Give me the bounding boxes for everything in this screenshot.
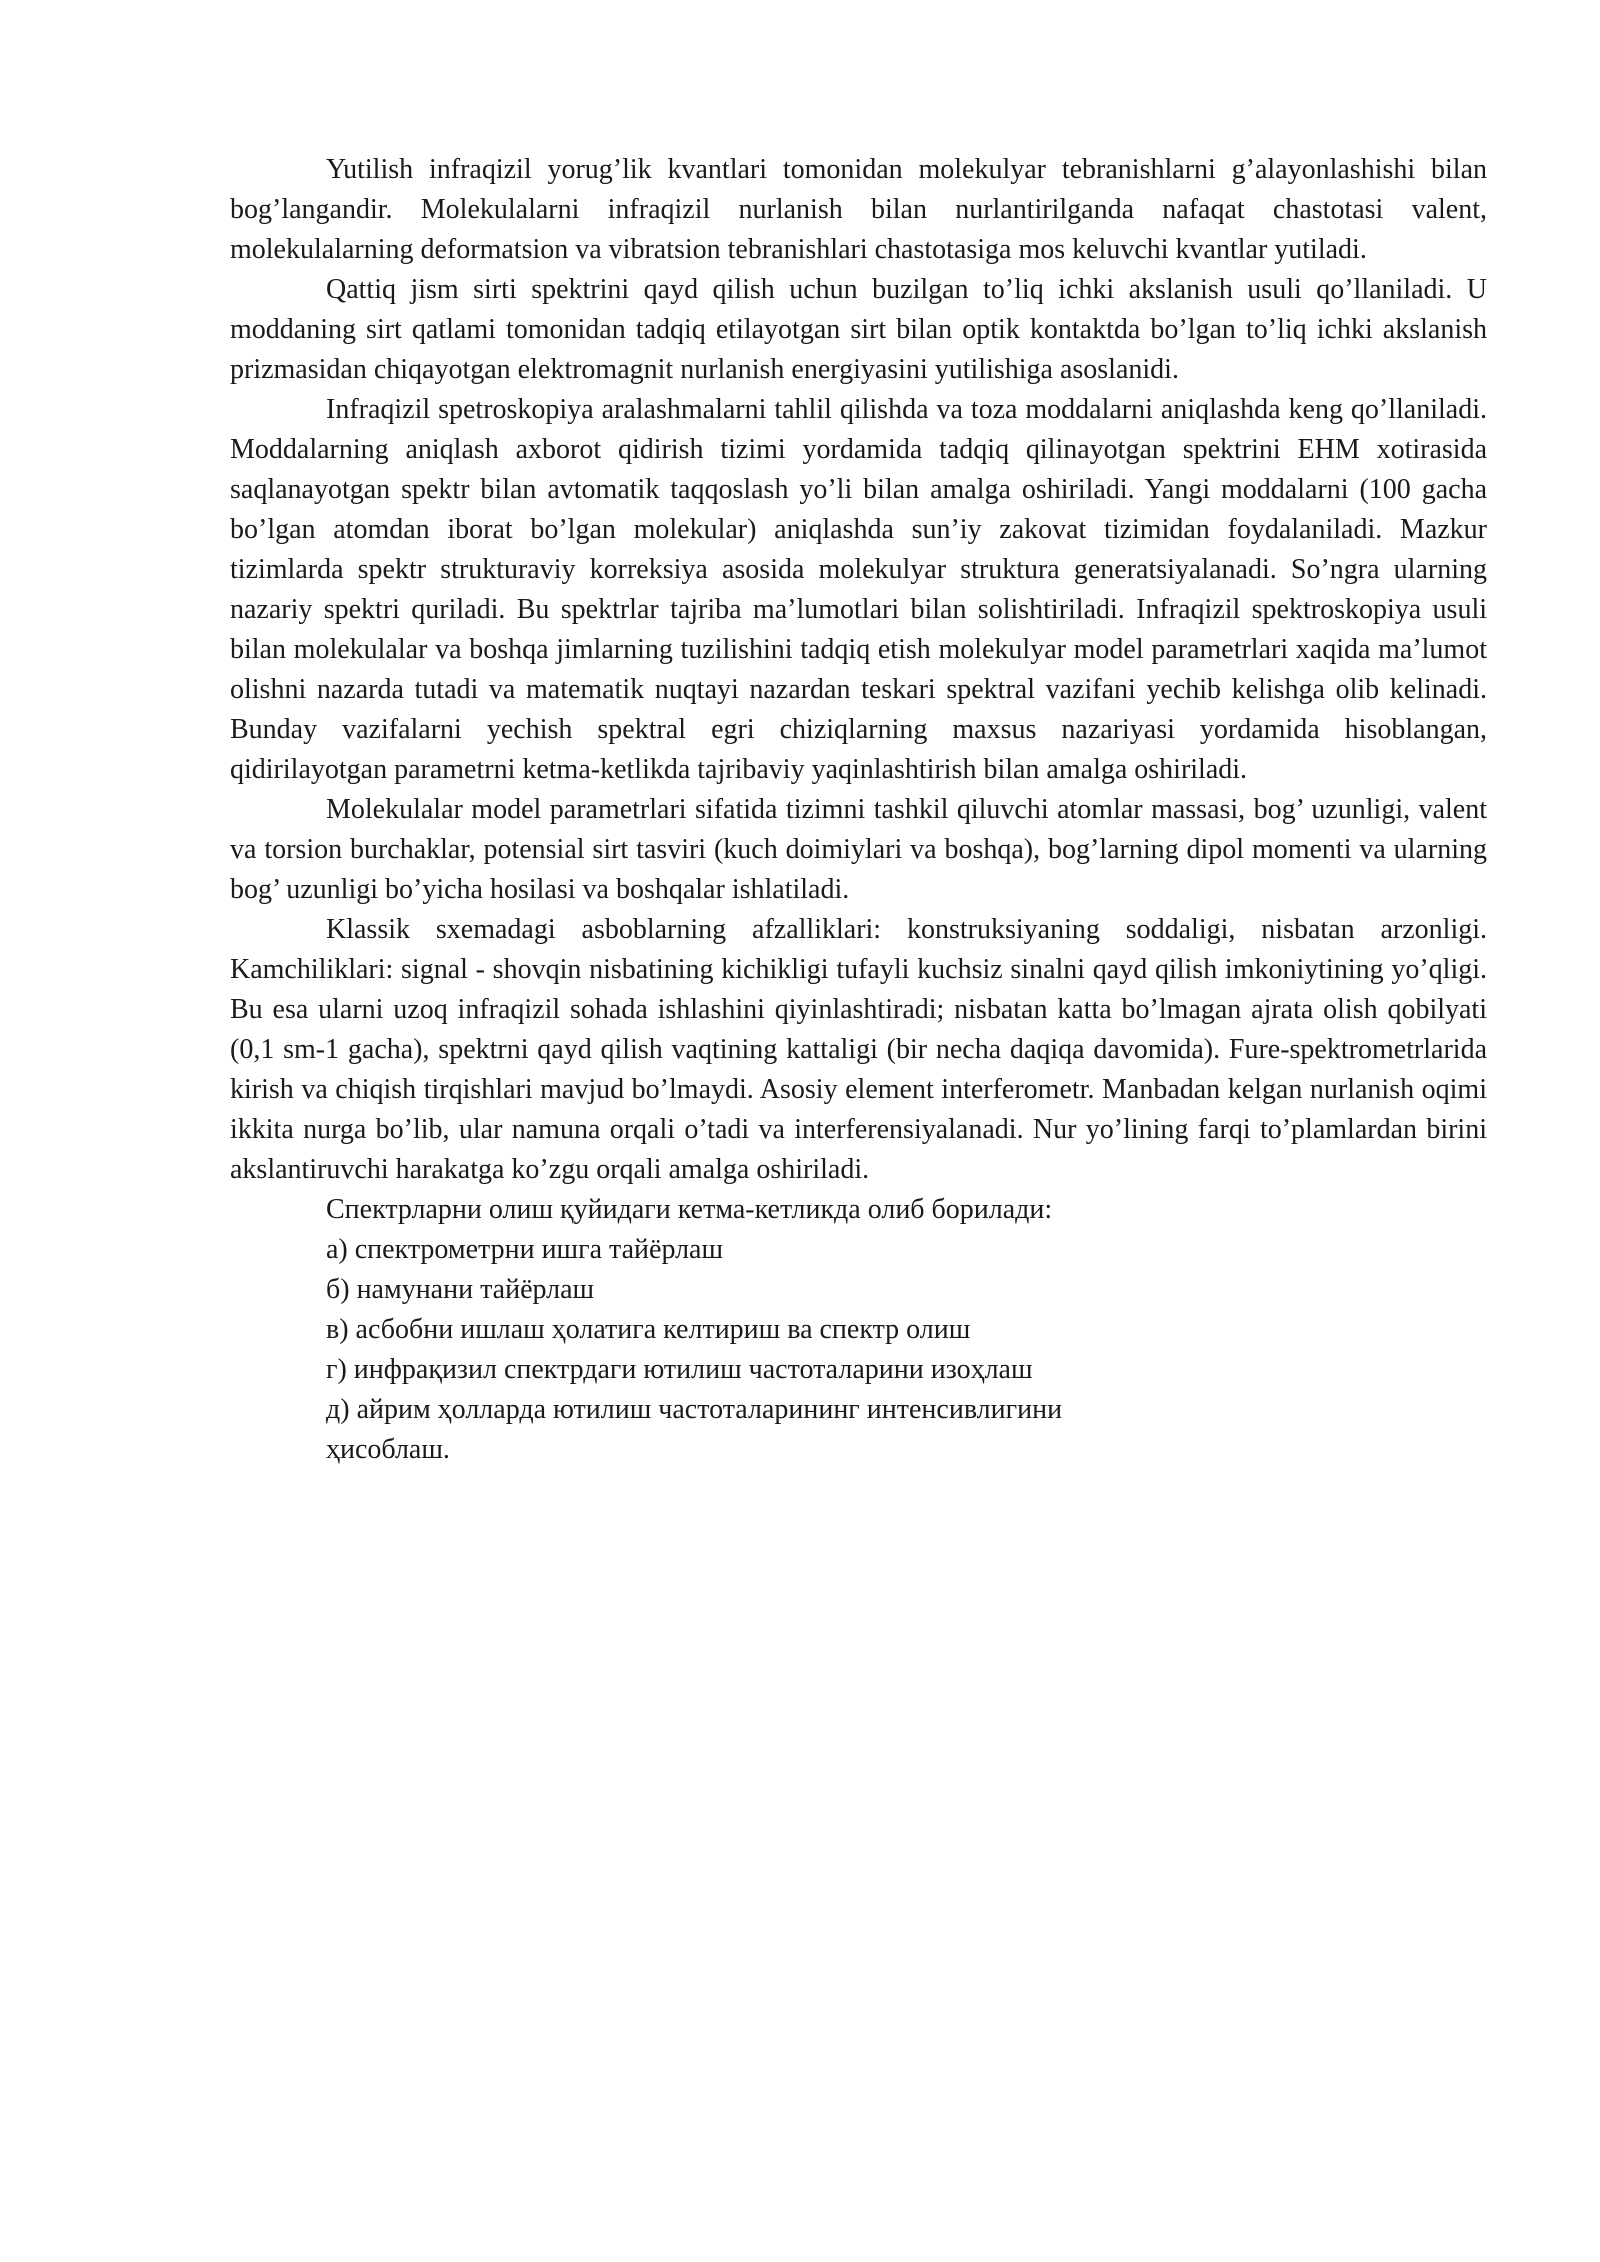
paragraph: Yutilish infraqizil yorug’lik kvantlari tomonidan molekulyar tebranishlarni g’alayonlashishi bilan bog’langandir. Molekulalarni infraqizil nurlanish bilan nurlantirilganda nafaqat chastotasi valent, molekulalarning deformatsion va vibratsion tebranishlari chastotasiga mos keluvchi kvantlar yutiladi.	[230, 154, 1487, 265]
steps-list	[230, 1230, 1487, 1430]
list-item: в) асбобни ишлаш ҳолатига келтириш ва спектр олиш	[326, 1314, 971, 1345]
list-item: д) айрим ҳолларда ютилиш частоталарининг интенсивлигини	[326, 1394, 1063, 1425]
list-item: г) инфрақизил спектрдаги ютилиш частоталарини изоҳлаш	[326, 1354, 1033, 1385]
list-item: б) намунани тайёрлаш	[326, 1274, 595, 1305]
paragraph: Infraqizil spetroskopiya aralashmalarni tahlil qilishda va toza moddalarni aniqlashda keng qo’llaniladi. Moddalarning aniqlash axborot qidirish tizimi yordamida tadqiq qilinayotgan spektrini EHM xotirasida saqlanayotgan spektr bilan avtomatik taqqoslash yo’li bilan amalga oshiriladi. Yangi moddalarni (100 gacha bo’lgan atomdan iborat bo’lgan molekular) aniqlashda sun’iy zakovat tizimidan foydalaniladi. Mazkur tizimlarda spektr strukturaviy korreksiya asosida molekulyar struktura generatsiyalanadi. So’ngra ularning nazariy spektri quriladi. Bu spektrlar tajriba ma’lumotlari bilan solishtiriladi. Infraqizil spektroskopiya usuli bilan molekulalar va boshqa jimlarning tuzilishini tadqiq etish molekulyar model parametrlari xaqida ma’lumot olishni nazarda tutadi va matematik nuqtayi nazardan teskari spektral vazifani yechib kelishga olib kelinadi. Bunday vazifalarni yechish spektral egri chiziqlarning maxsus nazariyasi yordamida hisoblangan, qidirilayotgan parametrni ketma-ketlikda tajribaviy yaqinlashtirish bilan amalga oshiriladi.	[230, 394, 1487, 785]
steps-continuation: ҳисоблаш.	[326, 1434, 450, 1465]
document-page	[230, 150, 1487, 1470]
steps-intro: Спектрларни олиш қуйидаги кетма-кетликда олиб борилади:	[326, 1194, 1053, 1225]
paragraph: Molekulalar model parametrlari sifatida tizimni tashkil qiluvchi atomlar massasi, bog’ uzunligi, valent va torsion burchaklar, potensial sirt tasviri (kuch doimiylari va boshqa), bog’larning dipol momenti va ularning bog’ uzunligi bo’yicha hosilasi va boshqalar ishlatiladi.	[230, 794, 1487, 905]
paragraph: Klassik sxemadagi asboblarning afzalliklari: konstruksiyaning soddaligi, nisbatan arzonligi. Kamchiliklari: signal - shovqin nisbatining kichikligi tufayli kuchsiz sinalni qayd qilish imkoniytining yo’qligi. Bu esa ularni uzoq infraqizil sohada ishlashini qiyinlashtiradi; nisbatan katta bo’lmagan ajrata olish qobilyati (0,1 sm-1 gacha), spektrni qayd qilish vaqtining kattaligi (bir necha daqiqa davomida). Fure-spektrometrlarida kirish va chiqish tirqishlari mavjud bo’lmaydi. Asosiy element interferometr. Manbadan kelgan nurlanish oqimi ikkita nurga bo’lib, ular namuna orqali o’tadi va interferensiyalanadi. Nur yo’lining farqi to’plamlardan birini akslantiruvchi harakatga ko’zgu orqali amalga oshiriladi.	[230, 914, 1487, 1185]
list-item: а) спектрометрни ишга тайёрлаш	[326, 1234, 724, 1265]
paragraph: Qattiq jism sirti spektrini qayd qilish uchun buzilgan to’liq ichki akslanish usuli qo’llaniladi. U moddaning sirt qatlami tomonidan tadqiq etilayotgan sirt bilan optik kontaktda bo’lgan to’liq ichki akslanish prizmasidan chiqayotgan elektromagnit nurlanish energiyasini yutilishiga asoslanidi.	[230, 274, 1487, 385]
